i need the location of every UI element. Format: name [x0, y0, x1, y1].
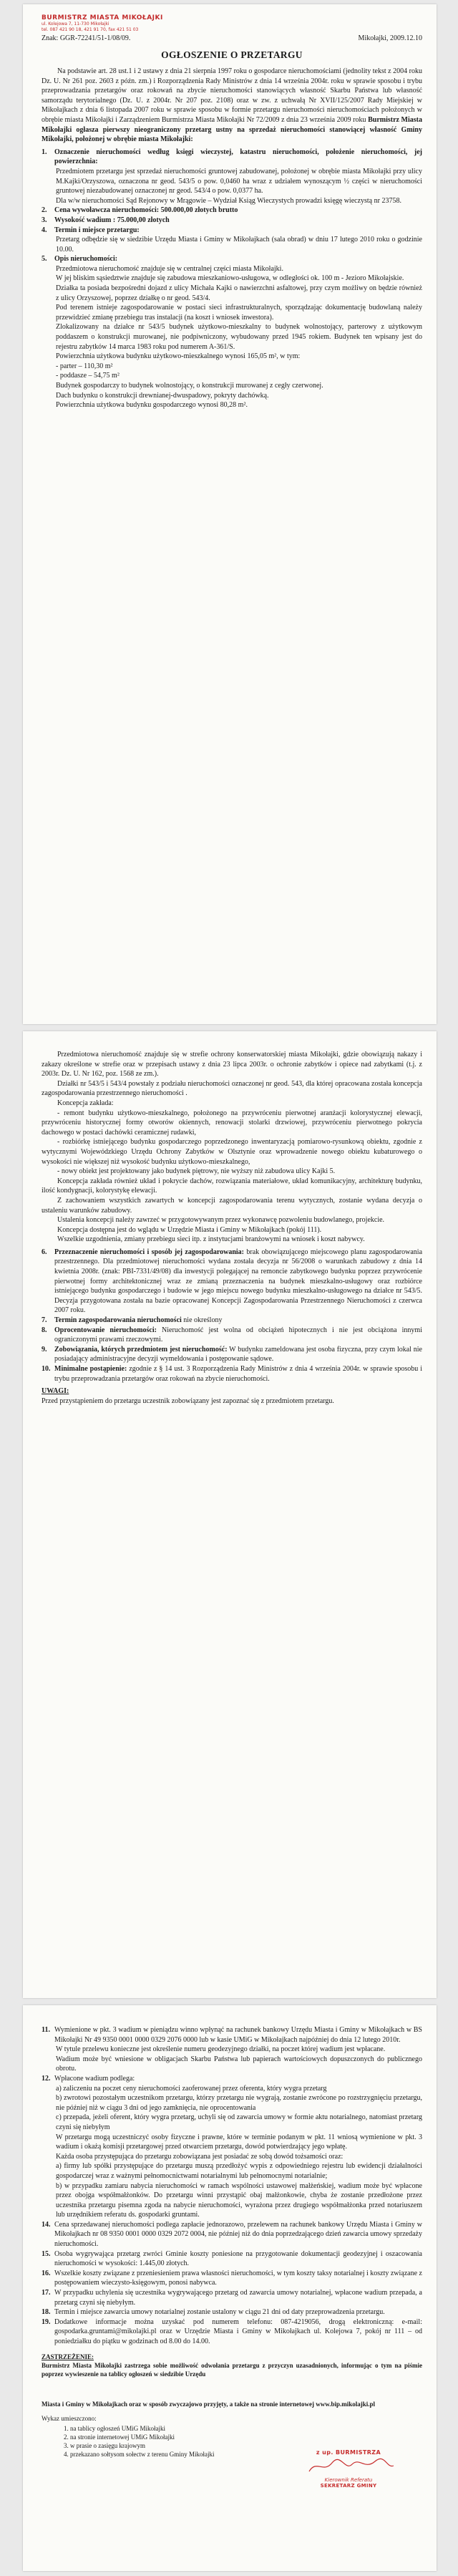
item-number: 9.	[42, 1345, 47, 1354]
item-number	[42, 303, 54, 322]
item-lead: Oprocentowanie nieruchomości:	[54, 1326, 157, 1334]
list-item	[42, 303, 422, 322]
item-number	[42, 352, 54, 362]
distribution-item: 1. na tablicy ogłoszeń UMiG Mikołajki	[70, 2424, 422, 2433]
item-number	[42, 2181, 54, 2220]
item-number: 14.	[42, 2220, 51, 2229]
list-item	[42, 216, 422, 226]
intro-bold-text: Burmistrz Miasta Mikołajki ogłasza pierwszy nieograniczony przetarg ustny na sprzedaż nieruchomości stanowiącej własność Gminy Mikołajki, położonej w obrębie miasta Mikołajki:	[42, 115, 422, 144]
list-item	[42, 1364, 422, 1384]
list-item	[42, 2269, 422, 2288]
item-number	[42, 381, 54, 391]
item-number	[42, 2055, 54, 2074]
item-number	[42, 2093, 54, 2113]
intro-text: Na podstawie art. 28 ust.1 i 2 ustawy z dnia 21 sierpnia 1997 roku o gospodarce nieruchomościami (jednolity tekst z 2004 roku Dz. U. Nr 261 poz. 2603 z późn. zm.) i Rozporządzenia Rady Ministrów z dnia 14 września 2004r. roku w sprawie sposobu i trybu przeprowadzania przetargów oraz rokowań na zbycie nieruchomości stanowiących własność Skarbu Państwa lub własność samorządu terytorialnego (Dz. U. z 2004r. Nr 207 poz. 2108) oraz w zw. z uchwałą Nr XVII/125/2007 Rady Miejskiej w Mikołajkach z dnia 6 listopada 2007 roku w sprawie sposobu w formie przetargu nieruchomości nieruchomościach położonych w obrębie miasta Mikołajki i Zarządzeniem Burmistrza Miasta Mikołajki Nr 72/2009 z dnia 23 września 2009 roku	[42, 67, 422, 124]
item-body: nie określony	[181, 1316, 223, 1325]
item-number	[42, 322, 54, 352]
distribution-item: 2. na stronie internetowej UMiG Mikołajki	[70, 2433, 422, 2441]
item-text: Oznaczenie nieruchomości według księgi wieczystej, katastru nieruchomości, położenie nieruchomości, jej powierzchnia:	[54, 148, 422, 166]
item-number	[42, 2152, 54, 2162]
item-number	[42, 2045, 54, 2055]
items-list	[42, 2025, 422, 2347]
item-number	[42, 400, 54, 410]
item-number: 18.	[42, 2308, 51, 2317]
list-item	[42, 2074, 422, 2084]
list-item	[42, 226, 422, 236]
item-text: Cena wywoławcza nieruchomości: 500.000,00 złotych brutto	[54, 206, 238, 215]
reservation-text: Burmistrz Miasta Mikołajki zastrzega sobie możliwość odwołania przetargu z przyczyn uzasadnionych, informując o tym na piśmie poprzez wywieszenie na tablicy ogłoszeń w siedzibie Urzędu	[42, 2361, 422, 2378]
item-text: Przedmiotem przetargu jest sprzedaż nieruchomości gruntowej zabudowanej, położonej w obrębie miasta Mikołajki przy ulicy M.Kajki/Orzyszowa, oznaczona nr geod. 543/5 o pow. 0,0460 ha wraz z udziałem wynoszącym ½ części w nieruchomości gruntowej niezabudowanej oznaczonej nr geod. 543/4 o pow. 0,0377 ha.	[56, 167, 422, 196]
description-paragraphs	[42, 1050, 422, 1245]
list-item	[42, 2317, 422, 2347]
item-number: 2.	[42, 206, 47, 215]
item-number: 8.	[42, 1326, 47, 1334]
item-text: Dla w/w nieruchomości Sąd Rejonowy w Mrągowie – Wydział Ksiąg Wieczystych prowadzi księgę wieczystą nr 23758.	[56, 196, 401, 205]
item-text: Budynek gospodarczy to budynek wolnostojący, o konstrukcji murowanej z cegły czerwonej.	[56, 382, 323, 390]
list-item	[42, 2133, 422, 2152]
list-item	[42, 196, 422, 206]
item-text: Powierzchnia użytkowa budynku gospodarczego wynosi 80,28 m².	[56, 401, 248, 410]
list-item	[42, 235, 422, 254]
mayor-stamp-line-1: z up. BURMISTRZA	[316, 2449, 381, 2456]
item-text: Każda osoba przystępująca do przetargu zobowiązana jest posiadać ze sobą dowód tożsamości oraz:	[56, 2152, 344, 2161]
document-page-3	[23, 2005, 437, 2571]
list-item	[42, 2249, 422, 2269]
item-text: W jej bliskim sąsiedztwie znajduje się zabudowa mieszkaniowo-usługowa, w odległości ok. 100 m - Jezioro Mikołajskie.	[56, 274, 404, 283]
item-number	[42, 235, 54, 254]
item-text: W przypadku uchylenia się uczestnika wygrywającego przetarg od zawarcia umowy notarialnej, wpłacone wadium przepada, a przetarg czyni się niebyłym.	[54, 2289, 422, 2307]
item-text: Termin i miejsce przetargu:	[54, 226, 140, 234]
item-number	[42, 391, 54, 401]
reference-number: Znak: GGR-72241/51-1/08/09.	[42, 34, 131, 42]
item-number: 7.	[42, 1316, 47, 1325]
stamp-line-2: ul. Kolejowa 7, 11-730 Mikołajki	[42, 21, 109, 26]
item-number	[42, 284, 54, 303]
item-number	[42, 167, 54, 196]
item-text	[54, 1248, 422, 1316]
item-text: a) zaliczeniu na poczet ceny nieruchomości zaoferowanej przez oferenta, który wygra przetarg	[56, 2084, 327, 2093]
item-text	[54, 1364, 422, 1384]
list-item	[42, 274, 422, 284]
item-number	[42, 371, 54, 381]
item-number	[42, 362, 54, 372]
paragraph: Działki nr 543/5 i 543/4 powstały z podziału nieruchomości oznaczonej nr geod. 543, dla której opracowana została koncepcja zagospodarowania przestrzennego nieruchomości .	[42, 1079, 422, 1098]
item-number: 19.	[42, 2317, 51, 2326]
item-text: b) w przypadku zamiaru nabycia nieruchomości w ramach wspólności ustawowej małżeńskiej, wadium może być wpłacone przez obojga współmałżonków. Do przetargu winni przystąpić obaj małżonkowie, chyba że zostanie przedłożone przez uczestnika przetargu pisemna zgoda na nabycie nieruchomości, wyrażona przez drugiego współmałżonka przed notariuszem lub urzędnikiem referatu ds. gospodarki gruntami.	[56, 2181, 422, 2219]
item-number: 15.	[42, 2249, 51, 2258]
document-date: Mikołajki, 2009.12.10	[358, 34, 422, 42]
stamp-line-1: BURMISTRZ MIASTA MIKOŁAJKI	[42, 14, 163, 21]
item-number: 16.	[42, 2269, 51, 2277]
list-item	[42, 2307, 422, 2317]
item-lead: Termin zagospodarowania nieruchomości	[54, 1316, 182, 1325]
item-body: W budynku zameldowana jest osoba fizyczna, przy czym lokal nie posiadający administracyjne decyzji wymeldowania i postępowanie sądowe.	[54, 1345, 422, 1364]
item-text: Opis nieruchomości:	[54, 255, 118, 264]
list-item	[42, 2288, 422, 2307]
list-item	[42, 381, 422, 391]
item-number	[42, 2133, 54, 2152]
office-stamp	[42, 14, 422, 33]
signature-image	[295, 2456, 402, 2477]
item-text: W tytule przelewu konieczne jest określenie numeru geodezyjnego działki, na poczet której wadium jest wpłacane.	[56, 2045, 386, 2054]
item-body: zgodnie z § 14 ust. 3 Rozporządzenia Rady Ministrów z dnia 4 września 2004r. w sprawie sposobu i trybu przeprowadzania przetargów oraz rokowań na zbycie nieruchomości.	[54, 1365, 422, 1383]
distribution-label: Wykaz umieszczono:	[42, 2414, 97, 2422]
list-item	[42, 362, 422, 372]
stamp-line-3: tel. 087 421 90 18, 421 91 70, fax 421 51 03	[42, 27, 139, 32]
item-number: 11.	[42, 2026, 50, 2034]
document-title: OGŁOSZENIE O PRZETARGU	[161, 49, 303, 60]
document-header	[42, 34, 422, 42]
item-text: - poddasze – 54,75 m²	[56, 372, 120, 380]
item-text: Osoba wygrywająca przetarg zwróci Gminie koszty poniesione na przygotowanie dokumentacji geodezyjnej i oszacowania nieruchomości w wysokości: 1.445,00 złotych.	[54, 2249, 422, 2268]
list-item	[42, 391, 422, 401]
item-number: 3.	[42, 216, 47, 224]
item-lead: Przeznaczenie nieruchomości i sposób jej zagospodarowania:	[54, 1248, 244, 1256]
item-number	[42, 264, 54, 274]
remarks-text: Przed przystąpieniem do przetargu uczestnik zobowiązany jest zapoznać się z przedmiotem przetargu.	[42, 1396, 334, 1405]
paragraph: - remont budynku użytkowo-mieszkalnego, położonego na przywróceniu pierwotnej aranżacji kolorystycznej elewacji, przywróceniu historycznej formy otworów okiennych, renowacji stolarki drzwiowej, przywróceniu pierwotnego pokrycia dachowego w postaci dachówki ceramicznej rudawki,	[42, 1109, 422, 1137]
list-item	[42, 2055, 422, 2074]
item-number	[42, 196, 54, 206]
item-text: Przetarg odbędzie się w siedzibie Urzędu Miasta i Gminy w Mikołajkach (sala obrad) w dniu 17 lutego 2010 roku o godzinie 10.00.	[56, 236, 422, 254]
item-text	[54, 1345, 422, 1364]
item-text: Termin i miejsce zawarcia umowy notarialnej zostanie ustalony w ciągu 21 dni od daty przeprowadzenia przetargu.	[54, 2308, 385, 2317]
item-number	[42, 2161, 54, 2181]
item-text	[54, 1316, 422, 1326]
paragraph: Ustalenia koncepcji należy zawrzeć w przygotowywanym przez wykonawcę pozwoleniu budowlanego, projekcie.	[57, 1216, 385, 1225]
item-text: a) firmy lub spółki przystępujące do przetargu muszą przedłożyć wypis z odpowiedniego rejestru lub ewidencji działalności gospodarczej wraz z ważnymi pełnomocnictwami notarialnymi lub pełnomocnymi notarialnie;	[56, 2162, 422, 2180]
list-item	[42, 148, 422, 167]
item-number	[42, 2084, 54, 2094]
paragraph: Wszelkie uzgodnienia, zmiany przebiegu sieci itp. z instytucjami branżowymi na wniosek i koszt nabywcy.	[57, 1235, 365, 1244]
remarks-label: UWAGI:	[42, 1387, 69, 1396]
mayor-stamp-line-3: SEKRETARZ GMINY	[320, 2483, 377, 2489]
list-item	[42, 2084, 422, 2094]
list-item	[42, 1248, 422, 1316]
item-text: Przedmiotowa nieruchomość znajduje się w centralnej części miasta Mikołajki.	[56, 264, 283, 273]
paragraph: - rozbiórkę istniejącego budynku gospodarczego poprzedzonego inwentaryzacją pomiarowo-rysunkową obiektu, zgodnie z wytycznymi Wojewódzkiego Urzędu Ochrony Zabytków w Olsztynie oraz wprowadzenie nowego obiektu kubaturowego o wysokości nie większej niż wysokość budynku użytkowo-mieszkalnego,	[42, 1138, 422, 1166]
item-number: 6.	[42, 1248, 47, 1256]
paragraph: Koncepcja dostępna jest do wglądu w Urzędzie Miasta i Gminy w Mikołajkach (pokój 111).	[57, 1225, 322, 1234]
item-body: brak obowiązującego miejscowego planu zagospodarowania przestrzennego. Dla przedmiotowej nieruchomości wydana została decyzja nr 56/2008 o warunkach zabudowy z dnia 14 kwietnia 2008r. (znak: PBI-7331/49/08) dla inwestycji polegającej na remoncie zabytkowego budynku poprzez przywrócenie pierwotnej formy architektonicznej wraz ze zmianą przeznaczenia na budynek mieszkalno-usługowy oraz rozbiórce istniejącego budynku gospodarczego i budowie w jego miejscu nowego budynku mieszkalno-usługowego na działce nr 543/5. Decyzja przygotowana została na bazie opracowanej Koncepcji Zagospodarowania Przestrzennego Nieruchomości z czerwca 2007 roku.	[54, 1248, 423, 1315]
item-text: Dach budynku o konstrukcji drewnianej-dwuspadowy, pokryty dachówką.	[56, 391, 269, 400]
item-number: 10.	[42, 1365, 51, 1373]
list-item	[42, 371, 422, 381]
item-number: 4.	[42, 226, 47, 234]
item-text: Zlokalizowany na działce nr 543/5 budynek użytkowo-mieszkalny to budynek wolnostojący, parterowy z użytkowym poddaszem o konstrukcji murowanej, nie podpiwniczony, wybudowany przed 1945 rokiem. Budynek ten wpisany jest do rejestru zabytków 14 marca 1983 roku pod numerem A-361/S.	[56, 323, 422, 351]
item-text: Wadium może być wniesione w obligacjach Skarbu Państwa lub papierach wartościowych dopuszczonych do publicznego obrotu.	[56, 2055, 422, 2073]
item-text: Wszelkie koszty związane z przeniesieniem prawa własności nieruchomości, w tym koszty taksy notarialnej i koszty związane z postępowaniem wieczysto-księgowym, ponosi nabywca.	[54, 2269, 422, 2287]
paragraph: Koncepcja zakłada:	[57, 1099, 114, 1107]
distribution-item: 3. w prasie o zasięgu krajowym	[70, 2441, 422, 2450]
item-text: - parter – 110,30 m²	[56, 362, 113, 370]
paragraph: Z zachowaniem wszystkich zawartych w koncepcji zagospodarowania terenu wytycznych, zostanie wydana decyzja o ustaleniu warunków zabudowy.	[42, 1196, 422, 1215]
list-item	[42, 264, 422, 274]
item-text: b) zwrotowi pozostałym uczestnikom przetargu, którzy przetargu nie wygrają, zostanie zwrócone po rozstrzygnięciu przetargu, nie później niż w ciągu 3 dni od jego zamknięcia, nie oprocentowania	[56, 2094, 422, 2112]
item-text	[54, 1326, 422, 1345]
list-item	[42, 352, 422, 362]
list-item	[42, 2152, 422, 2162]
list-item	[42, 2113, 422, 2132]
item-number: 12.	[42, 2074, 51, 2083]
item-text: Wymienione w pkt. 3 wadium w pieniądzu winno wpłynąć na rachunek bankowy Urzędu Miasta i Gminy w Mikołajkach w BS Mikołajki Nr 49 9350 0001 0000 0329 2076 0000 lub w kasie UMiG w Mikołajkach najpóźniej do dnia 12 lutego 2010r.	[54, 2026, 422, 2044]
list-item	[42, 1326, 422, 1345]
item-body: Nieruchomość jest wolna od obciążeń hipotecznych i nie jest obciążona innymi ograniczonymi prawami rzeczowymi.	[54, 1326, 422, 1344]
item-text: Wpłacone wadium podlega:	[54, 2074, 135, 2083]
paragraph: - nowy obiekt jest projektowany jako budynek piętrowy, nie wyższy niż zabudowa ulicy Kajki 5.	[57, 1167, 336, 1176]
paragraph: Przedmiotowa nieruchomość znajduje się w strefie ochrony konserwatorskiej miasta Mikołajki, gdzie obowiązują nakazy i zakazy określone w strefie oraz w przepisach ustawy z dnia 23 lipca 2003r. o ochronie zabytków i opiece nad zabytkami (t.j. z 2003r. Dz. U. Nr 162, poz. 1568 ze zm.).	[42, 1051, 422, 1079]
list-item	[42, 2161, 422, 2181]
list-item	[42, 2220, 422, 2249]
item-text: Pod terenem istnieje zagospodarowanie w postaci sieci infrastrukturalnych, sporządzając dokumentację budowlaną należy przewidzieć zmianę przebiegu tras instalacji (na koszt i wniosek inwestora).	[56, 304, 422, 322]
item-lead: Minimalne postąpienie:	[54, 1365, 127, 1373]
document-page-1	[23, 4, 437, 1024]
item-text: Działka ta posiada bezpośredni dojazd z ulicy Michała Kajki o nawierzchni asfaltowej, przy czym możliwy on będzie również z ulicy Orzyszowej, poprzez działkę o nr geod. 543/4.	[56, 284, 422, 302]
list-item	[42, 254, 422, 264]
list-item	[42, 2025, 422, 2045]
document-page-2	[23, 1031, 437, 1998]
items-list	[42, 1248, 422, 1384]
list-item	[42, 322, 422, 352]
item-number: 5.	[42, 255, 47, 264]
item-number	[42, 2113, 54, 2132]
list-item	[42, 2181, 422, 2220]
item-text: Dodatkowe informacje można uzyskać pod numerem telefonu: 087-4219056, drogą elektroniczną: e-mail: gospodarka.gruntami@mikolajki.pl oraz w Urzędzie Miasta i Gminy w Mikołajkach ul. Kolejowa 7, pokój nr 111 – od poniedziałku do piątku w godzinach od 8.00 do 14.00.	[54, 2317, 422, 2345]
item-text: Wysokość wadium : 75.000,00 złotych	[54, 216, 170, 224]
item-text: Cena sprzedawanej nieruchomości podlega zapłacie jednorazowo, przelewem na rachunek bankowy Urzędu Miasta i Gminy w Mikołajkach nr 08 9350 0001 0000 0329 2072 0004, nie później niż do dnia poprzedzającego dzień zawarcia umowy sprzedaży nieruchomości.	[54, 2220, 422, 2249]
paragraph: Koncepcja zakłada również układ i pokrycie dachów, rozwiązania materiałowe, układ komunikacyjny, architekturę budynku, ilość kondygnacji, kolorystykę elewacji.	[42, 1177, 422, 1195]
mayor-stamp-line-2: Kierownik Referatu	[324, 2477, 373, 2483]
list-item	[42, 400, 422, 410]
item-text: Powierzchnia użytkowa budynku użytkowo-mieszkalnego wynosi 165,05 m², w tym:	[56, 352, 301, 361]
item-number: 1.	[42, 148, 47, 156]
item-text: c) przepada, jeżeli oferent, który wygra przetarg, uchyli się od zawarcia umowy w formie aktu notarialnego, natomiast przetarg czyni się niebyłym	[56, 2113, 422, 2131]
footer-note: Miasta i Gminy w Mikołajkach oraz w sposób zwyczajowo przyjęty, a także na stronie internetowej www.bip.mikolajki.pl	[42, 2400, 376, 2408]
item-lead: Zobowiązania, których przedmiotem jest nieruchomość:	[54, 1345, 228, 1354]
list-item	[42, 2093, 422, 2113]
list-item	[42, 2045, 422, 2055]
distribution-item: 4. przekazano sołtysom sołectw z terenu Gminy Mikołajki	[70, 2450, 422, 2459]
item-number	[42, 274, 54, 284]
items-list	[42, 148, 422, 410]
list-item	[42, 284, 422, 303]
list-item	[42, 206, 422, 216]
intro-paragraph	[42, 67, 422, 145]
mayor-stamp	[295, 2449, 402, 2489]
item-text: W przetargu mogą uczestniczyć osoby fizyczne i prawne, które w terminie podanym w pkt. 11 wniosą wymienione w pkt. 3 wadium i okażą komisji przetargowej przed otwarciem przetargu, dowód potwierdzający jego wpłatę.	[56, 2133, 422, 2151]
list-item	[42, 167, 422, 196]
item-number: 17.	[42, 2289, 51, 2297]
list-item	[42, 1316, 422, 1326]
list-item	[42, 1345, 422, 1364]
reservation-label: ZASTRZEŻENIE:	[42, 2353, 94, 2360]
